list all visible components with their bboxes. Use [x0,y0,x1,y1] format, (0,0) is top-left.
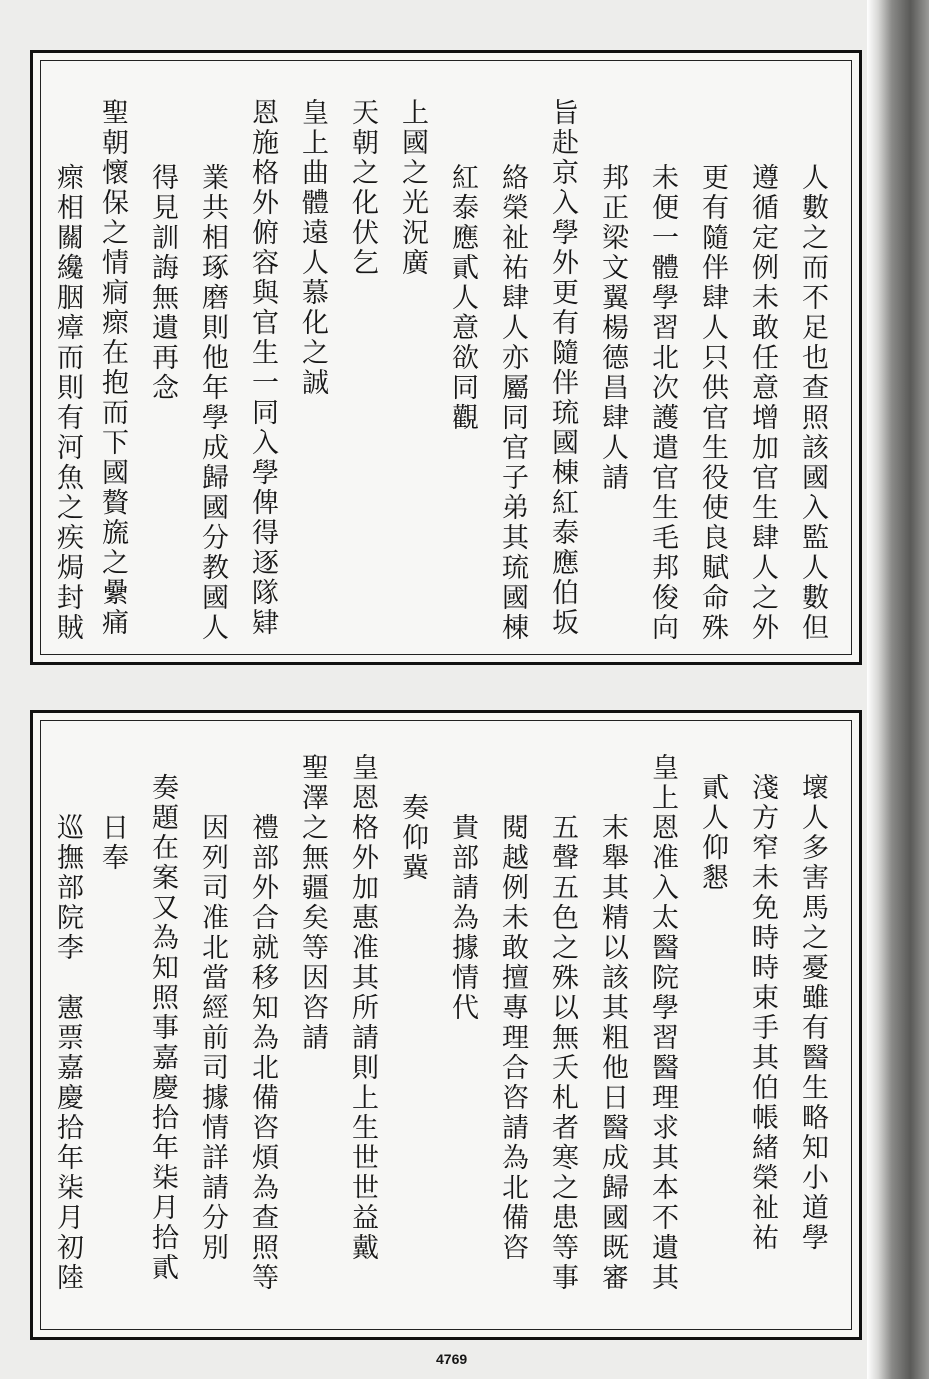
text-column: 淺方窄未免時時束手其伯帳緒榮祉祐 [747,773,778,1253]
text-column: 奏仰冀 [397,793,428,883]
book-binding-edge [867,0,929,1379]
text-column: 閱越例未敢擅專理合咨請為北備咨 [497,813,528,1263]
text-column: 貴部請為據情代 [447,813,478,1023]
text-column: 瘝相關纔胭瘴而則有河魚之疾焗封賊 [52,163,83,643]
text-column: 遵循定例未敢任意增加官生肆人之外 [747,163,778,643]
text-column: 皇上曲體遠人慕化之誠 [297,98,328,398]
text-column: 旨赴京入學外更有隨伴琉國棟紅泰應伯坂 [547,98,578,638]
text-column: 未便一體學習北次護遣官生毛邦俊向 [647,163,678,643]
text-column: 貳人仰懇 [697,773,728,893]
text-column: 人數之而不足也查照該國入監人數但 [797,163,828,643]
text-column: 業共相琢磨則他年學成歸國分教國人 [197,163,228,643]
page-number: 4769 [436,1351,468,1367]
text-column: 巡撫部院李 憲票嘉慶拾年柒月初陸 [52,813,83,1293]
text-column: 邦正梁文翼楊德昌肆人請 [597,163,628,493]
text-column: 恩施格外俯容與官生一同入學俾得逐隊肄 [247,98,278,638]
upper-text-panel [30,50,862,665]
text-column: 禮部外合就移知為北備咨煩為查照等 [247,813,278,1293]
text-column: 絡榮祉祐肆人亦屬同官子弟其琉國棟 [497,163,528,643]
lower-text-panel [30,710,862,1340]
text-column: 五聲五色之殊以無夭札者寒之患等事 [547,813,578,1293]
text-column: 聖澤之無疆矣等因咨請 [297,753,328,1053]
text-column: 皇恩格外加惠准其所請則上生世世益戴 [347,753,378,1263]
text-column: 聖朝懷保之情痌瘝在抱而下國贅旒之纍痛 [97,98,128,638]
text-column: 紅泰應貳人意欲同觀 [447,163,478,433]
text-column: 因列司准北當經前司據情詳請分別 [197,813,228,1263]
text-column: 奏題在案又為知照事嘉慶拾年柒月拾貳 [147,773,178,1283]
text-column: 末舉其精以該其粗他日醫成歸國既審 [597,813,628,1293]
text-column: 得見訓誨無遺再念 [147,163,178,403]
text-column: 皇上恩准入太醫院學習醫理求其本不遺其 [647,753,678,1293]
text-column: 更有隨伴肆人只供官生役使良賦命殊 [697,163,728,643]
text-column: 天朝之化伏乞 [347,98,378,278]
text-column: 上國之光況廣 [397,98,428,278]
text-column: 日奉 [97,813,128,873]
text-column: 壞人多害馬之憂雖有醫生略知小道學 [797,773,828,1253]
